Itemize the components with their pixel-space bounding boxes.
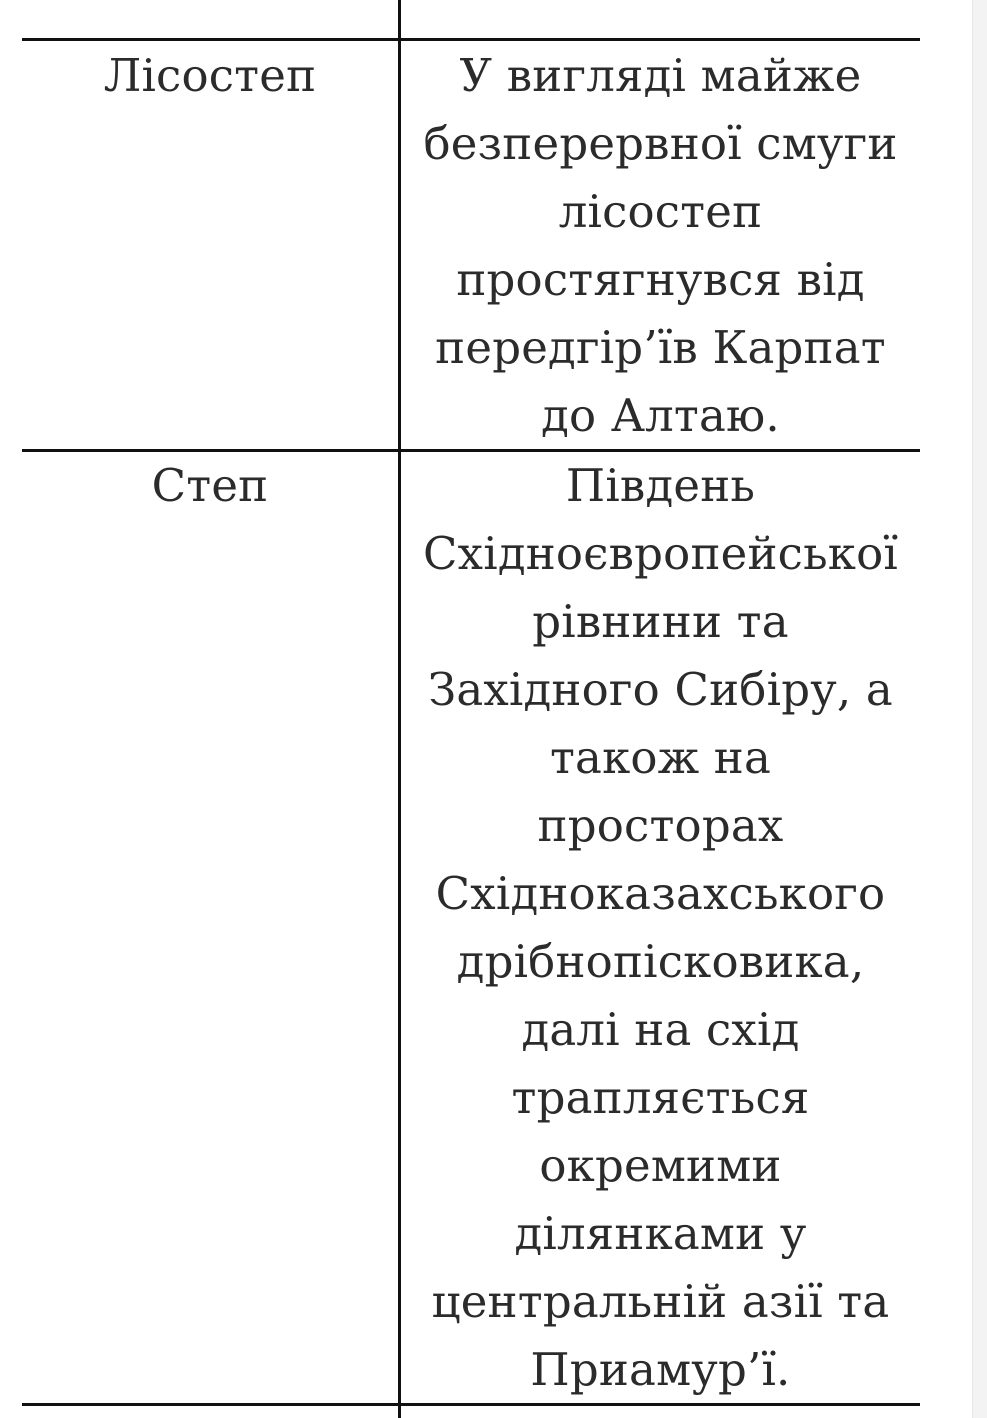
zone-name-cell: [22, 452, 398, 520]
location-line: трапляється: [511, 1071, 810, 1124]
scrollbar-track[interactable]: [972, 0, 987, 1418]
location-line: ділянками у: [514, 1207, 807, 1260]
location-line: Східноказахського: [435, 867, 886, 920]
location-line: просторах: [537, 799, 784, 852]
location-line: передгір’їв Карпат: [435, 321, 886, 374]
location-line: центральній азії та: [431, 1275, 890, 1328]
location-line: далі на схід: [521, 1003, 800, 1056]
row-border-top: [22, 38, 920, 41]
zone-name-cell: [22, 42, 398, 110]
zone-name: Степ: [151, 459, 269, 512]
location-line: У вигляді майже: [459, 49, 862, 102]
zone-name: Лісостеп: [103, 49, 317, 102]
location-line: до Алтаю.: [541, 389, 780, 442]
zone-location-cell: [401, 452, 920, 1404]
location-line: Південь: [565, 459, 756, 512]
location-line: безперервної смуги: [423, 117, 898, 170]
location-line: простягнувся від: [456, 253, 865, 306]
location-line: Західного Сибіру, а: [428, 663, 893, 716]
zone-location-cell: [401, 42, 920, 450]
location-line: лісостеп: [558, 185, 763, 238]
location-line: Приамур’ї.: [530, 1343, 791, 1396]
location-line: дрібнопісковика,: [456, 935, 865, 988]
location-line: рівнини та: [532, 595, 789, 648]
zones-table: [22, 0, 920, 1418]
location-line: Східноєвропейської: [423, 527, 898, 580]
location-line: також на: [549, 731, 772, 784]
location-line: окремими: [539, 1139, 782, 1192]
